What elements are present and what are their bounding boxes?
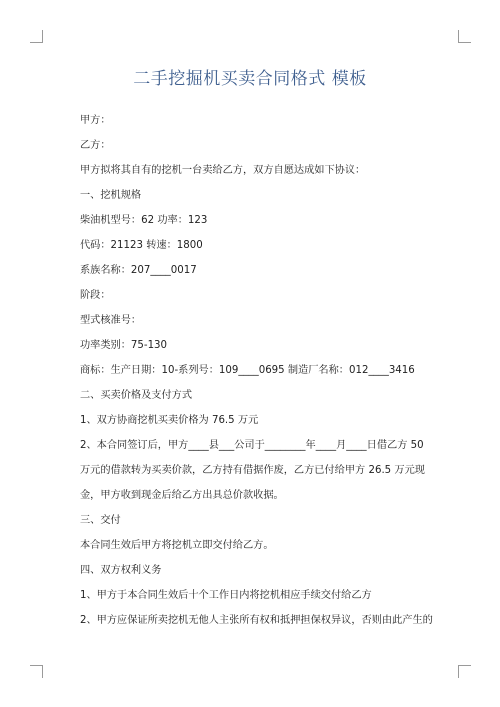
- spec-line: 代码：21123 转速：1800: [80, 240, 203, 251]
- spec-line: 柴油机型号：62 功率：123: [80, 215, 208, 226]
- intro-line: 甲方拟将其自有的挖机一台卖给乙方，双方自愿达成如下协议：: [80, 165, 366, 176]
- crop-mark-bottom-right: [458, 665, 471, 678]
- crop-mark-top-left: [30, 30, 43, 43]
- clause-line: 本合同生效后甲方将挖机立即交付给乙方。: [80, 540, 274, 551]
- spec-line: 型式核准号：: [80, 315, 142, 326]
- crop-mark-bottom-left: [30, 665, 43, 678]
- spec-line: 商标：生产日期：10-系列号：109____0695 制造厂名称：012____3416: [80, 365, 415, 376]
- clause-line: 1、双方协商挖机买卖价格为 76.5 万元: [80, 415, 259, 426]
- section-heading: 一、挖机规格: [80, 190, 142, 201]
- party-b-line: 乙方：: [80, 140, 111, 151]
- clause-line: 1、甲方于本合同生效后十个工作日内将挖机相应手续交付给乙方: [80, 590, 372, 601]
- section-heading: 二、买卖价格及支付方式: [80, 390, 193, 401]
- spec-line: 功率类别：75-130: [80, 340, 168, 351]
- clause-paragraph: 2、本合同签订后，甲方____县___公司于________年____月____日借乙方 50 万元的借款转为买卖价款，乙方持有借据作废，乙方已付给甲方 26.5 万元现金，甲方收到现金后给乙方出具总价款收据。: [80, 440, 425, 501]
- section-heading: 四、双方权利义务: [80, 565, 162, 576]
- crop-mark-top-right: [458, 30, 471, 43]
- clause-line: 2、甲方应保证所卖挖机无他人主张所有权和抵押担保权异议，否则由此产生的: [80, 615, 433, 626]
- spec-line: 阶段：: [80, 290, 111, 301]
- document-title: 二手挖掘机买卖合同格式 模板: [133, 69, 367, 89]
- document-body: [80, 114, 435, 639]
- section-heading: 三、交付: [80, 515, 121, 526]
- spec-line: 系族名称：207____0017: [80, 265, 197, 276]
- party-a-line: 甲方：: [80, 115, 111, 126]
